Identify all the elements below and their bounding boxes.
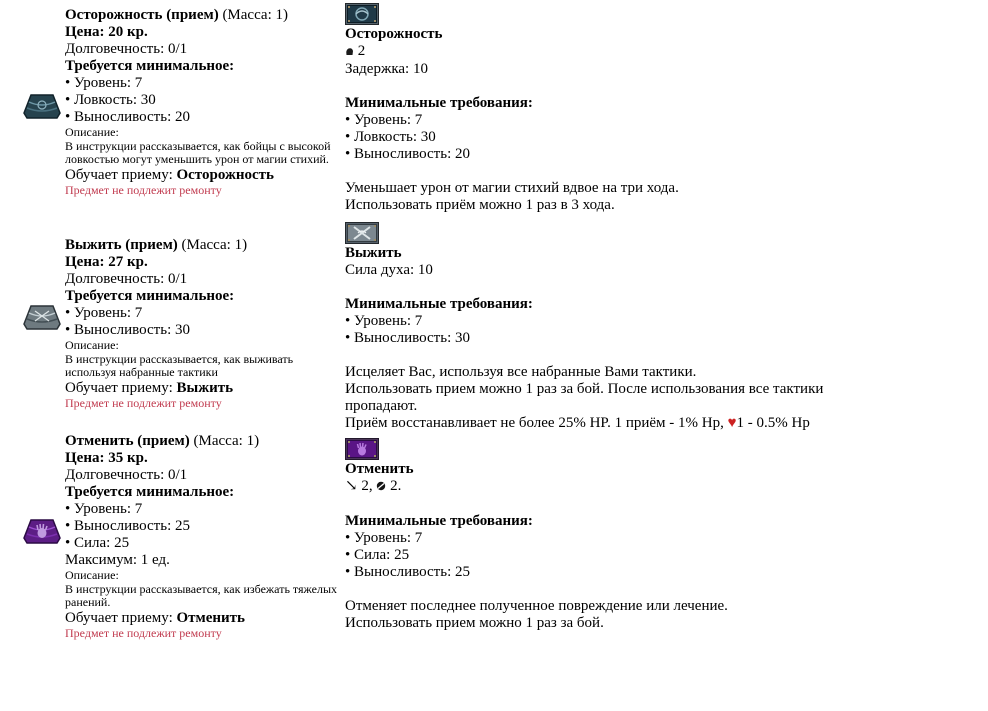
- spacer: [345, 347, 963, 364]
- item-title: Осторожность (прием): [65, 7, 219, 23]
- item-title: Отменить (прием): [65, 433, 190, 449]
- description-line: В инструкции рассказывается, как выживать: [65, 351, 294, 366]
- teaches-label: Обучает приему:: [65, 379, 177, 396]
- item-mass: (Масса: 1): [189, 433, 260, 449]
- plaque-steel-icon: [345, 222, 963, 244]
- spacer: [345, 496, 963, 513]
- requirement-level: • Уровень: 7: [65, 75, 143, 91]
- teaches-skill-name: Осторожность: [176, 166, 274, 183]
- item-title-line: [65, 7, 347, 24]
- skill-usage-line: Использовать прием можно 1 раз за бой. После использования все тактики: [345, 381, 824, 397]
- hp-line-text: Приём восстанавливает не более 25% HP. 1 приём - 1% Hp,: [345, 415, 728, 431]
- requirements-header: Требуется минимальное:: [65, 484, 235, 500]
- item-row: [0, 218, 988, 432]
- item-durability: Долговечность: 0/1: [65, 271, 188, 287]
- bandana-purple-icon: [22, 518, 62, 545]
- stat-value: 2,: [357, 478, 377, 494]
- damage-arrow-icon: ↘: [345, 478, 358, 494]
- skill-effect-line: Исцеляет Вас, используя все набранные Вами тактики.: [345, 364, 697, 380]
- requirements-header: Требуется минимальное:: [65, 288, 235, 304]
- description-line: используя набранные тактики: [65, 365, 218, 379]
- item-price: Цена: 20 кр.: [65, 24, 148, 40]
- requirement-agility: • Ловкость: 30: [345, 129, 436, 145]
- skill-stats-line: [345, 478, 963, 496]
- teaches-skill-name: Выжить: [176, 379, 234, 396]
- slashed-circle-icon: [376, 479, 386, 496]
- item-mass: (Масса: 1): [218, 7, 288, 23]
- skill-name: Осторожность: [345, 26, 443, 42]
- skill-effect-line: Отменяет последнее полученное повреждение или лечение.: [345, 598, 728, 614]
- description-label: Описание:: [65, 568, 119, 582]
- min-requirements-header: Минимальные требования:: [345, 95, 533, 111]
- description-line: ранений.: [65, 595, 111, 609]
- skill-usage-line: Использовать прием можно 1 раз за бой.: [345, 615, 604, 631]
- requirement-level: • Уровень: 7: [65, 501, 143, 517]
- item-row: [0, 0, 988, 218]
- requirement-endurance: • Выносливость: 20: [65, 109, 190, 125]
- spacer: [345, 78, 963, 95]
- no-repair-note: Предмет не подлежит ремонту: [65, 182, 222, 197]
- teaches-line: [65, 610, 347, 627]
- requirement-level: • Уровень: 7: [345, 530, 423, 546]
- skill-right-cell: [345, 218, 988, 432]
- skill-right-cell: [345, 432, 988, 711]
- requirement-agility: • Ловкость: 30: [65, 92, 156, 108]
- spacer: [345, 163, 963, 180]
- requirement-endurance: • Выносливость: 30: [345, 330, 470, 346]
- description-line: ловкостью могут уменьшить урон от магии стихий.: [65, 152, 329, 166]
- skill-uses-value: 2: [357, 43, 366, 59]
- requirement-strength: • Сила: 25: [345, 547, 410, 563]
- requirement-endurance: • Выносливость: 25: [65, 518, 190, 534]
- skill-usage-line: Использовать приём можно 1 раз в 3 хода.: [345, 197, 615, 213]
- description-label: Описание:: [65, 125, 119, 139]
- plaque-purple-icon: [345, 438, 963, 460]
- description-label: Описание:: [65, 338, 119, 352]
- item-row: [0, 432, 988, 711]
- teaches-line: [65, 380, 347, 397]
- requirement-strength: • Сила: 25: [65, 535, 130, 551]
- requirement-level: • Уровень: 7: [345, 112, 423, 128]
- item-title-line: [65, 433, 347, 450]
- skill-name: Выжить: [345, 245, 402, 261]
- item-price: Цена: 27 кр.: [65, 254, 148, 270]
- teaches-label: Обучает приему:: [65, 166, 177, 183]
- teaches-line: [65, 167, 347, 184]
- description-line: В инструкции рассказывается, как избежать тяжелых: [65, 581, 338, 596]
- stat-value: 2.: [386, 478, 402, 494]
- spacer: [345, 581, 963, 598]
- min-requirements-header: Минимальные требования:: [345, 513, 533, 529]
- item-price: Цена: 35 кр.: [65, 450, 148, 466]
- min-requirements-header: Минимальные требования:: [345, 296, 533, 312]
- requirements-header: Требуется минимальное:: [65, 58, 235, 74]
- bandana-teal-icon: [22, 93, 62, 120]
- spacer: [345, 279, 963, 296]
- requirement-endurance: • Выносливость: 20: [345, 146, 470, 162]
- plaque-teal-icon: [345, 3, 963, 25]
- hp-line-text: 1 - 0.5% Hp: [736, 415, 810, 431]
- item-durability: Долговечность: 0/1: [65, 41, 188, 57]
- item-description-block: [65, 218, 347, 410]
- no-repair-note: Предмет не подлежит ремонту: [65, 625, 222, 640]
- item-description-block: [65, 432, 347, 640]
- skill-spirit-cost: Сила духа: 10: [345, 262, 433, 278]
- bandana-steel-icon: [22, 304, 62, 331]
- item-left-cell: [0, 432, 345, 711]
- item-left-cell: [0, 218, 345, 432]
- requirement-endurance: • Выносливость: 25: [345, 564, 470, 580]
- skill-hp-line: [345, 415, 963, 432]
- requirement-level: • Уровень: 7: [345, 313, 423, 329]
- skill-effect-line: Уменьшает урон от магии стихий вдвое на три хода.: [345, 180, 679, 196]
- requirement-endurance: • Выносливость: 30: [65, 322, 190, 338]
- skill-uses-line: [345, 43, 963, 61]
- item-left-cell: [0, 0, 345, 218]
- skill-delay: Задержка: 10: [345, 61, 428, 77]
- requirement-level: • Уровень: 7: [65, 305, 143, 321]
- heart-icon: ♥: [727, 415, 737, 431]
- item-durability: Долговечность: 0/1: [65, 467, 188, 483]
- description-line: В инструкции рассказывается, как бойцы с высокой: [65, 138, 331, 153]
- teaches-label: Обучает приему:: [65, 609, 177, 626]
- item-maximum: Максимум: 1 ед.: [65, 552, 170, 568]
- teaches-skill-name: Отменить: [176, 609, 245, 626]
- item-description-block: [65, 0, 347, 197]
- item-mass: (Масса: 1): [177, 237, 248, 253]
- item-title-line: [65, 237, 347, 254]
- no-repair-note: Предмет не подлежит ремонту: [65, 395, 222, 410]
- item-title: Выжить (прием): [65, 237, 178, 253]
- skill-name: Отменить: [345, 461, 414, 477]
- skill-usage-line: пропадают.: [345, 398, 418, 414]
- skill-right-cell: [345, 0, 988, 218]
